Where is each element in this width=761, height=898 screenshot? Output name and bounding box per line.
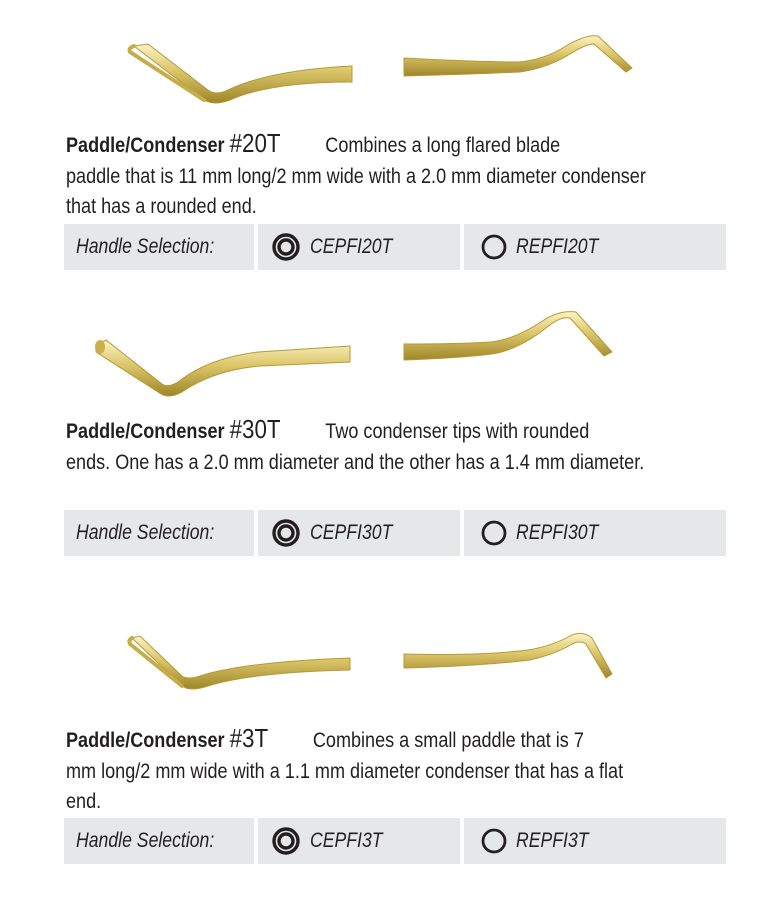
- paddle-tip-image: [120, 30, 360, 110]
- description-first-line: Combines a long flared blade: [325, 134, 561, 157]
- handle-option-ce-label: CEPFI3T: [310, 829, 383, 852]
- description-rest: paddle that is 11 mm long/2 mm wide with a 2.0 mm diameter condenser that has a rounded end.: [66, 164, 646, 218]
- product-name: Paddle/Condenser: [66, 729, 225, 752]
- description-rest: mm long/2 mm wide with a 1.1 mm diameter condenser that has a flat end.: [66, 759, 624, 813]
- condenser-tip-image: [400, 28, 640, 108]
- handle-option-ce[interactable]: [258, 510, 460, 556]
- small-paddle-tip-image: [124, 624, 354, 704]
- single-ring-icon: [480, 826, 508, 856]
- handle-option-re-label: REPFI20T: [516, 235, 599, 258]
- handle-selection-row: [64, 818, 726, 864]
- handle-selection-label: Handle Selection:: [76, 235, 215, 258]
- instrument-images: [0, 0, 761, 110]
- description-rest: ends. One has a 2.0 mm diameter and the other has a 1.4 mm diameter.: [66, 450, 645, 474]
- handle-option-ce-label: CEPFI20T: [310, 235, 393, 258]
- instrument-images: [0, 608, 761, 718]
- single-ring-icon: [480, 518, 508, 548]
- flat-condenser-tip-image: [400, 624, 640, 704]
- description-first-line: Two condenser tips with rounded: [325, 420, 590, 443]
- handle-option-ce[interactable]: [258, 818, 460, 864]
- handle-option-re[interactable]: [464, 510, 726, 556]
- handle-option-ce-label: CEPFI30T: [310, 521, 393, 544]
- product-name: Paddle/Condenser: [66, 420, 225, 443]
- handle-option-re[interactable]: [464, 818, 726, 864]
- double-ring-icon: [270, 826, 302, 856]
- handle-option-re-label: REPFI3T: [516, 829, 589, 852]
- handle-option-ce[interactable]: [258, 224, 460, 270]
- product-description: [66, 414, 726, 478]
- handle-selection-row: [64, 510, 726, 556]
- handle-option-re[interactable]: [464, 224, 726, 270]
- handle-selection-label: Handle Selection:: [76, 829, 215, 852]
- product-description: [66, 128, 726, 223]
- handle-selection-label-cell: [64, 818, 254, 864]
- single-ring-icon: [480, 232, 508, 262]
- handle-selection-row: [64, 224, 726, 270]
- handle-selection-label-cell: [64, 224, 254, 270]
- double-ring-icon: [270, 518, 302, 548]
- description-first-line: Combines a small paddle that is 7: [312, 729, 584, 752]
- double-ring-icon: [270, 232, 302, 262]
- product-description: [66, 723, 726, 818]
- product-number: #3T: [229, 723, 269, 753]
- product-name: Paddle/Condenser: [66, 134, 225, 157]
- handle-selection-label-cell: [64, 510, 254, 556]
- product-number: #30T: [229, 414, 281, 444]
- condenser-tip-large-image: [88, 322, 358, 402]
- handle-selection-label: Handle Selection:: [76, 521, 215, 544]
- instrument-images: [0, 300, 761, 410]
- condenser-tip-small-image: [400, 308, 640, 388]
- handle-option-re-label: REPFI30T: [516, 521, 599, 544]
- product-number: #20T: [229, 128, 281, 158]
